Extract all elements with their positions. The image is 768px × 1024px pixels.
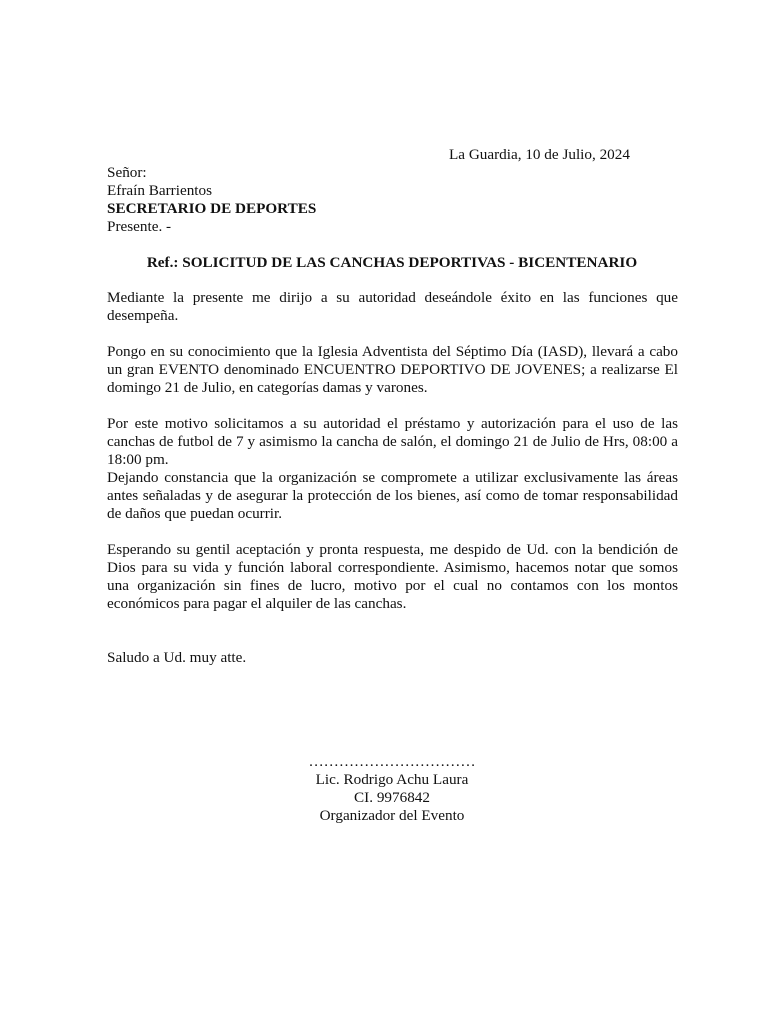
paragraph-greeting: Mediante la presente me dirijo a su autoridad deseándole éxito en las funciones que desempeña.: [107, 289, 678, 324]
addressee-title: SECRETARIO DE DEPORTES: [107, 200, 317, 217]
addressee-name: Efraín Barrientos: [107, 182, 213, 199]
signature-block: [242, 753, 542, 825]
paragraph-request: Por este motivo solicitamos a su autoridad el préstamo y autorización para el uso de las canchas de futbol de 7 y asimismo la cancha de salón, el domingo 21 de Julio de Hrs, 08:00 a 18:00 pm.: [107, 415, 678, 468]
closing-line: Saludo a Ud. muy atte.: [107, 649, 247, 666]
presente-line: Presente. -: [107, 218, 172, 235]
signer-name: Lic. Rodrigo Achu Laura: [315, 771, 469, 788]
paragraph-commitment: Dejando constancia que la organización se compromete a utilizar exclusivamente las áreas antes señaladas y de asegurar la protección de los bienes, así como de tomar responsabilidad de daños que puedan ocurrir.: [107, 469, 678, 522]
letter-body: [107, 289, 678, 667]
signature-line: ……………………………: [308, 753, 476, 770]
paragraph-event: Pongo en su conocimiento que la Iglesia Adventista del Séptimo Día (IASD), llevará a cabo un gran EVENTO denominado ENCUENTRO DEPORTIVO DE JOVENES; a realizarse El domingo 21 de Julio, en categorías damas y varones.: [107, 343, 678, 396]
addressee-block: [107, 164, 677, 236]
salutation: Señor:: [107, 164, 147, 181]
place-date: La Guardia, 10 de Julio, 2024: [449, 146, 630, 163]
signer-id: CI. 9976842: [354, 789, 430, 806]
paragraph-farewell: Esperando su gentil aceptación y pronta respuesta, me despido de Ud. con la bendición de Dios para su vida y función laboral correspondiente. Asimismo, hacemos notar que somos una organización sin fines de lucro, motivo por el cual no contamos con los montos económicos para pagar el alquiler de las canchas.: [107, 541, 678, 612]
reference-line: Ref.: SOLICITUD DE LAS CANCHAS DEPORTIVAS - BICENTENARIO: [146, 254, 638, 271]
signer-role: Organizador del Evento: [319, 807, 465, 824]
